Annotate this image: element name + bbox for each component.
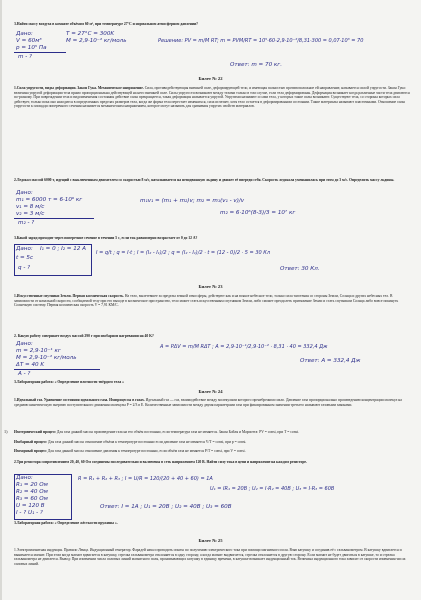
hw-given-line: M = 2,9·10⁻² кг/моль xyxy=(66,38,127,44)
t22-q1-title: 1.Сила упругости, виды деформации. Закон Гука. Механическое напряжение. xyxy=(14,86,144,90)
hw-given-line: R₁ = 20 Ом xyxy=(16,482,48,488)
hw-find: q - ? xyxy=(18,265,31,271)
t24-q1 xyxy=(14,398,411,407)
hw-given-line: U = 120 B xyxy=(16,503,45,509)
isobaric-body: Для газа данной массы отношение объёма к температуре постоянно если давление газа не меняется V/T = const, при p = const. xyxy=(47,440,247,444)
isobaric-title: Изобарный процесс xyxy=(14,440,48,444)
isobaric-section xyxy=(14,440,411,445)
t24-q2-text: 2.Три резистора сопротивлением 20, 40, 60 Ом соединены последовательно и включены в сеть напряжением 120 В. Найти силу тока в цепи и напряжение на каждом резисторе. xyxy=(14,460,307,464)
hw-given-line: v₂ = 3 м/с xyxy=(16,211,45,217)
hw-solution: Решение: PV = m/M RT; m = PVM/RT = 10⁵·60·2,9·10⁻²/8,31·300 = 0,07·10³ = 70 xyxy=(158,38,364,44)
hw-given-line: p = 10⁵ Па xyxy=(16,45,47,51)
t24-q1-title: 1.Идеальный газ. Уравнение состояния идеального газа. Изопроцессы в газах. xyxy=(14,398,145,402)
hw-solution: I = q/t ; q = I·t ; I = (I₂ - I₁)/2 ; q = (I₂ - I₁)/2 · t = (12 - 0)/2 · 5 = 30 Кл xyxy=(96,250,271,256)
hw-find: A - ? xyxy=(18,371,31,377)
hw-given-line: M = 2,9·10⁻² кг/моль xyxy=(16,355,77,361)
hw-voltages: U₁ = IR₁ = 20B ; U₂ = I·R₂ = 40B ; U₃ = I·R₃ = 60B xyxy=(210,486,335,492)
hw-answer: Ответ: A = 332,4 Дж xyxy=(300,358,361,364)
ticket-23-label: Билет № 23 xyxy=(198,284,223,289)
side-number: 1) xyxy=(4,429,8,434)
t22-q3b-text: 3.Какой заряд проходит через поперечное сечение в течении 5 с, если ток равномерно возрастает от 0 до 12 А? xyxy=(14,236,198,240)
t22-q1-body: Сила, противодействующая внешней силе, деформирующей тело, и имеющая полностью противоположное ей направление, называется силой упругости. Закон Гука: величина упругой деформации тела прямо пропорциональна действующей на него внешней силе. Силы упругости возникают между телами только в том случае, если тела деформированы. Деформация возникает когда различные части тела двигаются по-разному. При повреждении тела и видоизменения состояния действие силы прекращается, такая деформация называется упругой. Упругими называют и сами тела, у которых такие силы возникают. Существуют тела, со стороны которых сила действует, только пока оно находится в определенных пределах размеров тела, когда же форма тела перестает изменяться, сила исчезает, хотя тело остается в деформированном состоянии. Такие материалы называют пластичными. Отношение силы упругости к площади поперечного сечения называется механическим напряжением, которое могут называть для сравнения упругих свойств материалов. xyxy=(14,86,410,109)
isothermal-title: Изотермический процесс xyxy=(14,430,56,434)
hw-answer: Ответ: m = 70 кг. xyxy=(230,62,283,68)
hw-given-underline xyxy=(14,369,100,370)
hw-given-label: Дано: xyxy=(16,190,33,196)
hw-solution: A = PΔV = m/M RΔT ; A = 2,9·10⁻¹/2,9·10⁻² · 8,31 · 40 = 332,4 Дж xyxy=(160,344,328,350)
hw-answer: m₂ = 6·10⁶(8-3)/3 = 10⁷ кг xyxy=(220,210,296,216)
hw-given-underline xyxy=(14,218,94,219)
t22-q3-text: 3.Найти массу воздуха в комнате объёмом 60 м³, при температуре 27°C и нормальном атмосферном давлении? xyxy=(14,22,198,26)
hw-find: m - ? xyxy=(18,54,32,60)
hw-given-label: Дано: xyxy=(16,31,33,37)
isochoric-title: Изохорный процесс xyxy=(14,449,47,453)
hw-answer: Ответ: I = 1A ; U₁ = 20B ; U₂ = 40B ; U₃ = 60B xyxy=(100,504,232,510)
hw-given-line: T = 27°C = 300K xyxy=(66,31,115,37)
ticket-24-label: Билет № 24 xyxy=(198,389,223,394)
ticket-25-label: Билет № 25 xyxy=(198,538,223,543)
isochoric-body: Для газа данной массы отношение давления к температуре постоянно, если объём газа не меняется P/T = const, при V = const. xyxy=(47,449,246,453)
hw-solution: R = R₁ + R₂ + R₃ ; I = U/R = 120/(20 + 40 + 60) = 1A xyxy=(78,476,213,482)
page-fold xyxy=(0,0,2,600)
hw-find: I - ? U₁ - ? xyxy=(16,510,43,516)
hw-given-line: t = 5c xyxy=(16,255,34,261)
hw-given-line: R₂ = 40 Ом xyxy=(16,489,48,495)
hw-given-line: ΔT = 40 K xyxy=(16,362,45,368)
t24-q1-body: Идеальный газ — газ, взаимодействие между молекулами которого пренебрежимо мало. Давление газа пропорционально произведению концентрации молекул на среднюю кинетическую энергию поступательного движения молекулы P = 2/3 n E. Количественные зависимости между двумя параметрами газа при фиксированном значении третьего называют газовыми законами. xyxy=(14,398,402,407)
hw-find: m₂ - ? xyxy=(18,220,35,226)
hw-solution: m₁v₁ = (m₁ + m₂)v; m₂ = m₁(v₁ - v)/v xyxy=(140,198,245,204)
t24-q3-text: 3.Лабораторная работа: « Определение жёсткости пружины ». xyxy=(14,521,118,525)
t25-q1: 1.Электромагнитная индукция. Правило Ленца. Индукционный генератор. Фарадей начал проводить опыты по получению электрического тока при помощи магнитного поля. Взяв катушку и соединив её с гальванометром. В катушку вдвигается и вынимается магнит. При этом когда магнит вдвигается в катушку, стрелка гальванометра отклоняется в одну сторону, а когда магнит выдвигается, стрелка отклоняется в другую сторону. Если магнит не будет двигаться в катушке, то и стрелка гальванометра не двигается. Вывод: При изменении числа силовых линий магнитного поля, пронизывающих катушку в единицу времени, в катушке возникает индукционный ток. Величина индукционного тока зависит от скорости изменения числа силовых линий. xyxy=(14,548,406,566)
hw-given-line: R₃ = 60 Ом xyxy=(16,496,48,502)
hw-given-underline xyxy=(14,52,66,53)
t23-q1-body: На тело, вылетевшее за пределы земной атмосферы, действуют как и на всякое небесное тело, только сила тяготения со стороны Земли, Солнца и других небесных тел. В зависимости от начальной скорости, сообщаемой телу при его выходе в космическое пространство, тело может стать искусственным спутником Земли, либо сможет преодолеть притяжение Земли и стать спутником Солнца либо вовсе покинуть Солнечную систему. Первая космическая скорость V = 7,91 КМ/С. xyxy=(14,294,399,308)
t23-q2-text: 2. Какую работу совершает воздух массой 290 г при изобарном нагревании на 40 K? xyxy=(14,334,154,338)
hw-answer: Ответ: 30 Кл. xyxy=(280,266,320,272)
hw-given-line: I₁ = 0 ; I₂ = 12 A xyxy=(40,246,86,252)
isothermal-body: Для газа данной массы произведение газа на его объём постоянно, если температура газа не меняется. Закон Бойля и Мариотта: PV = const, при T = const. xyxy=(56,430,299,434)
hw-given-label: Дано: xyxy=(16,246,33,252)
hw-given-label: Дано: xyxy=(16,341,33,347)
hw-given-line: V = 60м³ xyxy=(16,38,42,44)
ticket-22-label: Билет № 22 xyxy=(198,76,223,81)
t23-q1 xyxy=(14,294,411,308)
isothermal-section xyxy=(14,430,411,435)
t23-q1-title: 1.Искусственные спутники Земли. Первая космическая скорость. xyxy=(14,294,124,298)
hw-given-line: m₁ = 6000 т = 6·10⁶ кг xyxy=(16,197,83,203)
t23-q3-text: 3.Лабораторная работа: « Определение плотности твёрдого тела » xyxy=(14,380,124,384)
hw-given-line: m = 2,9·10⁻¹ кг xyxy=(16,348,61,354)
hw-given-line: v₁ = 8 м/с xyxy=(16,204,45,210)
t22-q1 xyxy=(14,86,411,109)
hw-given-label: Дано: xyxy=(16,475,33,481)
t22-q2-text: 2.Ледокол массой 6000 т, идущий с выключенным двигателем со скоростью 8 м/с, наталкивается на неподвижную льдину и движет её впереди себя. Скорость ледокола уменьшилась при этом до 3 м/с. Определить массу льдины. xyxy=(14,178,395,182)
isochoric-section xyxy=(14,449,411,454)
